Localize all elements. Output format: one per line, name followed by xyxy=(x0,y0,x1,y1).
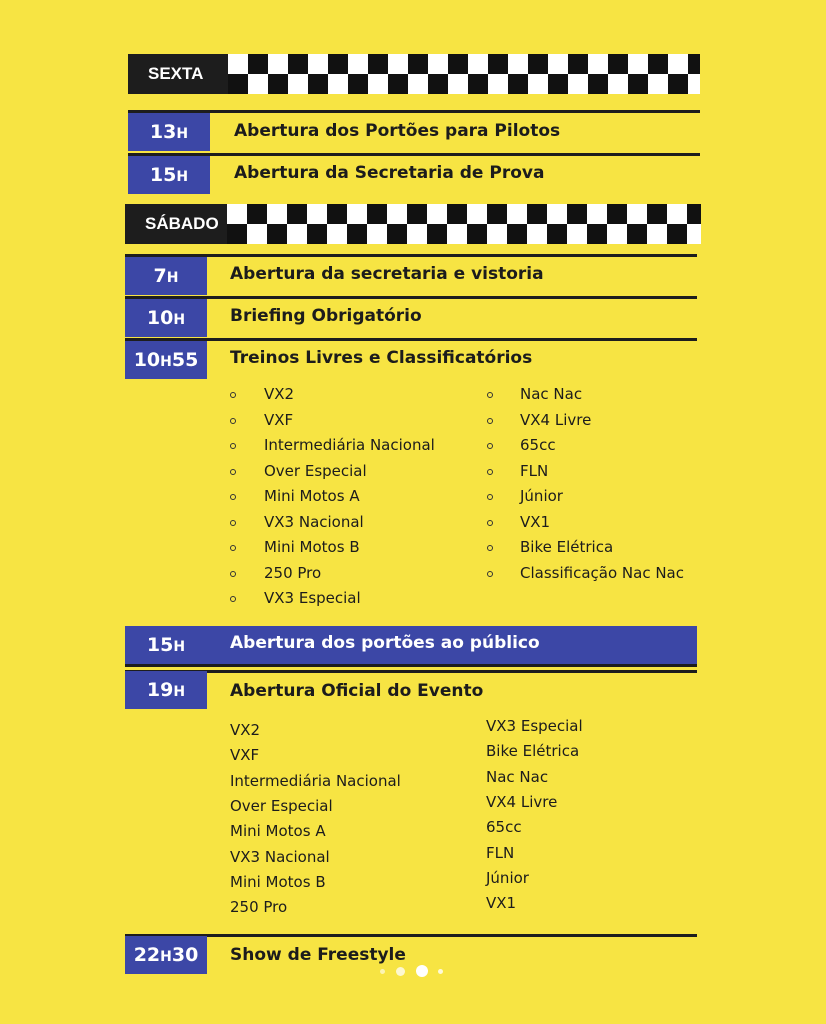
category-item: 65cc xyxy=(486,818,522,837)
category-item: VX3 Especial xyxy=(264,589,361,607)
bullet-icon xyxy=(487,469,493,475)
category-item: 250 Pro xyxy=(264,563,322,582)
row-divider xyxy=(128,153,700,156)
bullet-icon xyxy=(230,443,236,449)
category-item: VXF xyxy=(264,410,294,429)
carousel-dot[interactable] xyxy=(380,969,385,974)
bullet-icon xyxy=(487,545,493,551)
category-item: Júnior xyxy=(486,868,529,887)
schedule-title: Abertura dos portões ao público xyxy=(230,633,540,653)
time-badge: 10H55 xyxy=(125,341,207,379)
bullet-icon xyxy=(230,545,236,551)
category-item: VX3 Especial xyxy=(486,717,583,735)
row-divider xyxy=(125,338,697,341)
schedule-title: Abertura dos Portões para Pilotos xyxy=(234,121,561,141)
row-divider xyxy=(125,670,697,673)
bullet-icon xyxy=(487,443,493,449)
row-divider xyxy=(125,254,697,257)
category-item: VX2 xyxy=(230,721,261,739)
category-item: Mini Motos B xyxy=(264,538,360,556)
category-item: 250 Pro xyxy=(230,898,288,917)
category-item: Nac Nac xyxy=(520,385,583,403)
category-item: FLN xyxy=(486,843,515,862)
row-divider xyxy=(128,110,700,113)
category-item: Intermediária Nacional xyxy=(230,771,401,790)
category-item: Mini Motos A xyxy=(264,487,360,505)
bullet-icon xyxy=(230,596,236,602)
category-item: Nac Nac xyxy=(486,767,549,786)
row-divider xyxy=(125,664,697,667)
category-item: Bike Elétrica xyxy=(520,538,614,556)
bullet-icon xyxy=(487,392,493,398)
bullet-icon xyxy=(487,520,493,526)
category-item: VX1 xyxy=(486,894,517,913)
schedule-title: Show de Freestyle xyxy=(230,945,406,965)
category-item: VX4 Livre xyxy=(520,410,592,429)
category-item: VX2 xyxy=(264,385,295,403)
schedule-title: Abertura da secretaria e vistoria xyxy=(230,264,544,284)
time-badge: 13H xyxy=(128,113,210,151)
bullet-icon xyxy=(487,418,493,424)
time-badge: 10H xyxy=(125,299,207,337)
checkered-flag-banner xyxy=(227,204,701,244)
time-badge: 15H xyxy=(128,156,210,194)
bullet-icon xyxy=(487,494,493,500)
checkered-flag-banner xyxy=(228,54,700,94)
schedule-title: Briefing Obrigatório xyxy=(230,306,422,326)
row-divider xyxy=(125,296,697,299)
day-label: SEXTA xyxy=(148,64,204,83)
category-item: VX4 Livre xyxy=(486,792,558,811)
category-item: Intermediária Nacional xyxy=(264,436,435,454)
category-item: Over Especial xyxy=(230,796,333,815)
category-item: Mini Motos A xyxy=(230,822,326,841)
category-item: Bike Elétrica xyxy=(486,742,580,761)
day-header-sabado xyxy=(125,204,227,244)
category-item: VXF xyxy=(230,746,260,765)
time-badge: 7H xyxy=(125,257,207,295)
row-divider xyxy=(125,934,697,937)
day-header-sexta xyxy=(128,54,228,94)
carousel-dot-active[interactable] xyxy=(416,965,428,977)
category-item: Over Especial xyxy=(264,461,367,480)
category-item: Júnior xyxy=(520,487,563,505)
category-item: Classificação Nac Nac xyxy=(520,563,684,582)
carousel-indicator[interactable] xyxy=(380,965,450,977)
category-item: VX1 xyxy=(520,512,551,531)
time-badge: 22H30 xyxy=(125,936,207,974)
category-item: VX3 Nacional xyxy=(230,847,330,866)
category-item: VX3 Nacional xyxy=(264,512,364,531)
category-item: FLN xyxy=(520,461,549,480)
bullet-icon xyxy=(230,469,236,475)
category-item: Mini Motos B xyxy=(230,872,326,891)
day-label: SÁBADO xyxy=(145,214,219,233)
time-badge: 19H xyxy=(125,671,207,709)
bullet-icon xyxy=(230,392,236,398)
time-badge: 15H xyxy=(125,626,207,664)
category-item: 65cc xyxy=(520,436,556,454)
bullet-icon xyxy=(230,418,236,424)
carousel-dot[interactable] xyxy=(438,969,443,974)
bullet-icon xyxy=(487,571,493,577)
schedule-title: Treinos Livres e Classificatórios xyxy=(230,348,533,368)
bullet-icon xyxy=(230,520,236,526)
bullet-icon xyxy=(230,494,236,500)
carousel-dot[interactable] xyxy=(396,967,405,976)
bullet-icon xyxy=(230,571,236,577)
schedule-title: Abertura Oficial do Evento xyxy=(230,681,484,701)
schedule-title: Abertura da Secretaria de Prova xyxy=(234,163,545,183)
